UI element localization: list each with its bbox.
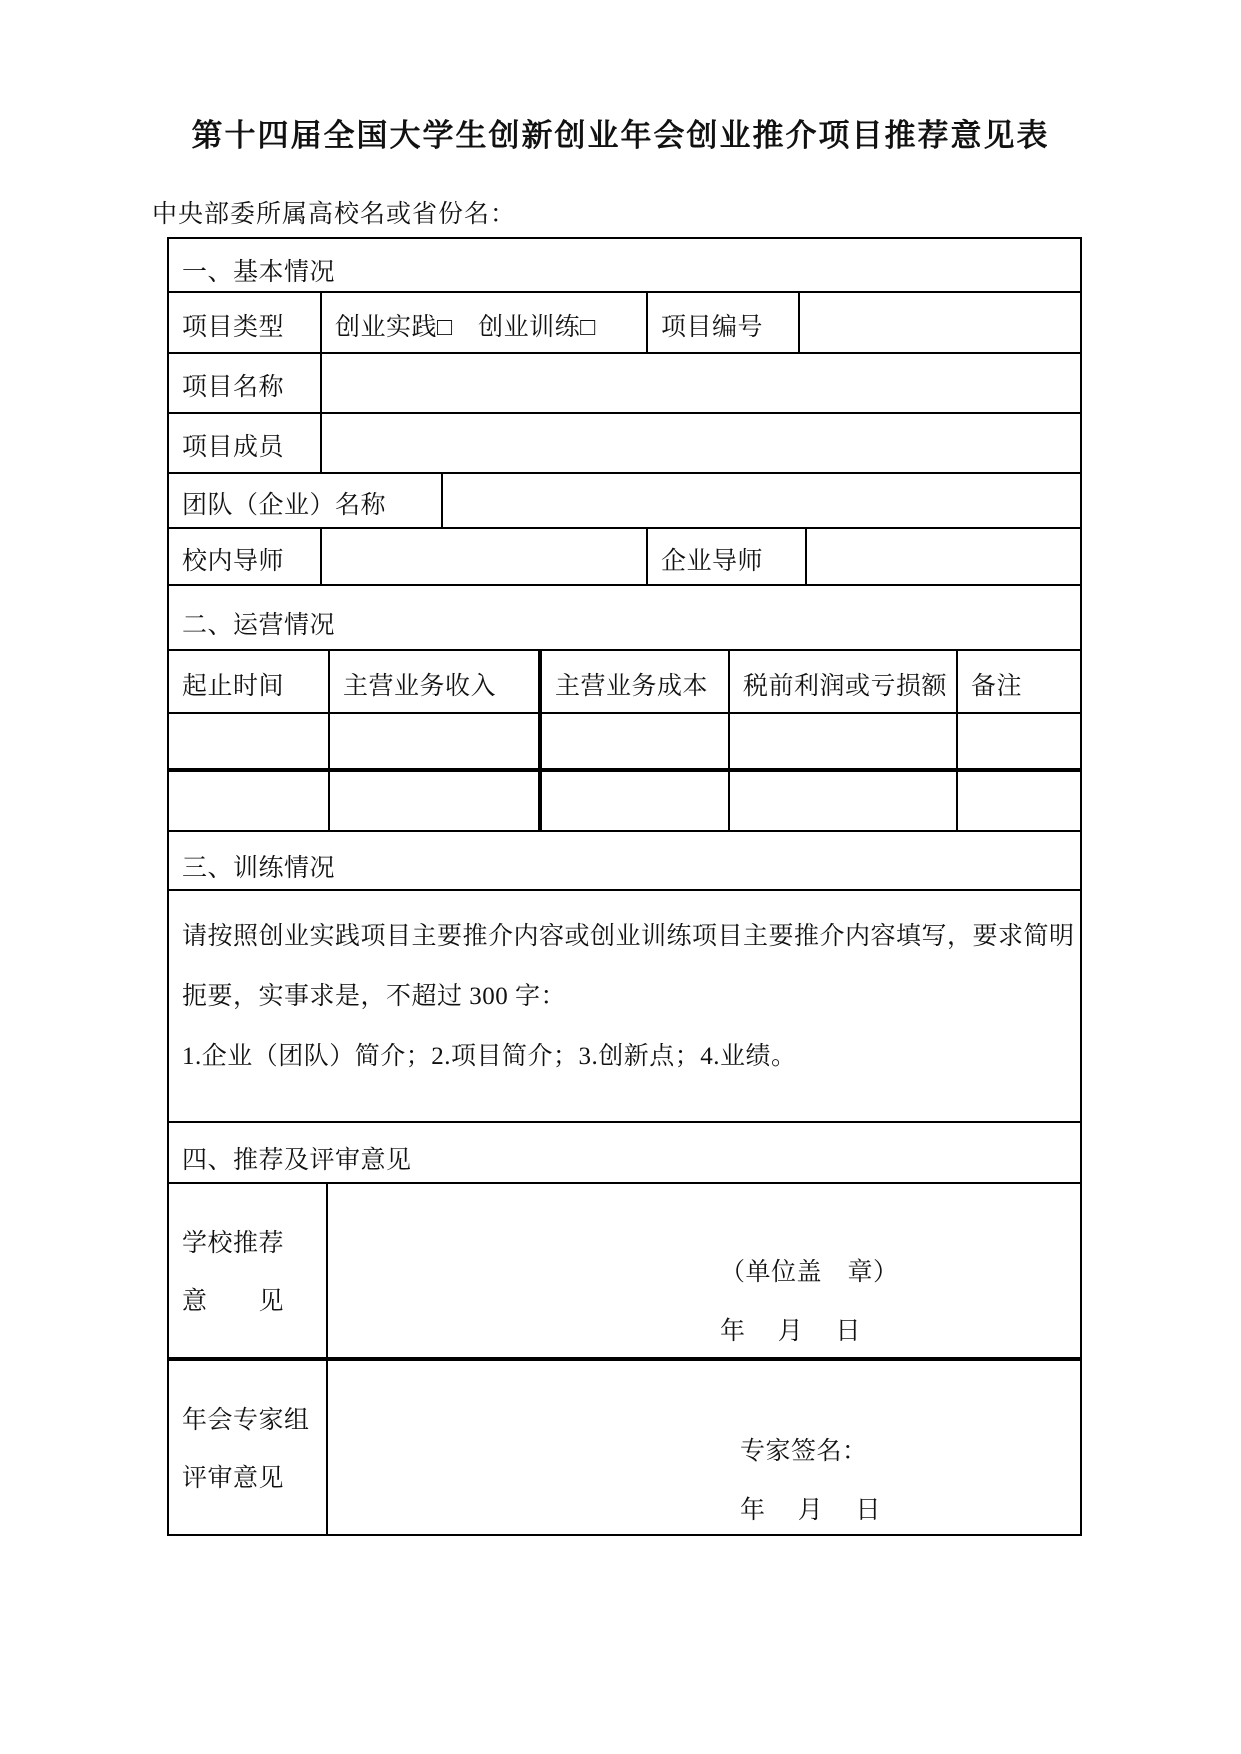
- enterprise-mentor-value-cell: [807, 529, 1080, 584]
- expert-review-label-line1: 年会专家组: [182, 1406, 310, 1434]
- operation-data-row-1: [169, 714, 1080, 772]
- revenue-cell-1: [330, 714, 542, 768]
- section3-header-row: [169, 832, 1080, 891]
- unit-stamp-label: （单位盖 章）: [720, 1259, 899, 1286]
- expert-review-label: [169, 1361, 328, 1534]
- recommendation-form-table: [167, 237, 1082, 1536]
- enterprise-mentor-label: 企业导师: [648, 529, 807, 584]
- section1-header-row: [169, 239, 1080, 293]
- section2-header: 二、运营情况: [182, 611, 336, 639]
- school-date-line: 年 月 日: [720, 1318, 862, 1345]
- section2-header-row: [169, 586, 1080, 651]
- expert-date-line: 年 月 日: [740, 1497, 882, 1524]
- expert-signature-label: 专家签名：: [740, 1438, 868, 1465]
- school-mentor-label: 校内导师: [169, 529, 322, 584]
- project-members-value-cell: [322, 414, 1080, 472]
- cost-cell-1: [542, 714, 730, 768]
- col-header-cost: 主营业务成本: [542, 651, 730, 712]
- section1-header: 一、基本情况: [182, 259, 336, 286]
- team-name-row: [169, 474, 1080, 529]
- remarks-cell-2: [958, 772, 1080, 830]
- team-name-value-cell: [443, 474, 1080, 527]
- section3-header: 三、训练情况: [182, 854, 336, 882]
- expert-review-label-line2: 评审意见: [182, 1464, 285, 1492]
- project-members-row: [169, 414, 1080, 474]
- col-header-period: 起止时间: [169, 651, 330, 712]
- cost-cell-2: [542, 772, 730, 830]
- revenue-cell-2: [330, 772, 542, 830]
- profit-cell-2: [730, 772, 958, 830]
- section4-header-row: [169, 1123, 1080, 1184]
- operation-data-row-2: [169, 772, 1080, 832]
- section4-header: 四、推荐及评审意见: [182, 1146, 412, 1174]
- page-title: 第十四届全国大学生创新创业年会创业推介项目推荐意见表: [191, 118, 1050, 153]
- project-type-label: 项目类型: [169, 293, 322, 352]
- project-no-label: 项目编号: [648, 293, 800, 352]
- project-name-label: 项目名称: [169, 354, 322, 412]
- school-mentor-value-cell: [322, 529, 648, 584]
- school-opinion-content-cell: [328, 1184, 1080, 1357]
- expert-review-row: [169, 1361, 1080, 1534]
- mentor-row: [169, 529, 1080, 586]
- col-header-profit: 税前利润或亏损额: [730, 651, 958, 712]
- period-cell-1: [169, 714, 330, 768]
- training-instruction-line3: 1.企业（团队）简介；2.项目简介；3.创新点；4.业绩。: [182, 1043, 797, 1070]
- school-opinion-label-line1: 学校推荐: [182, 1229, 285, 1257]
- period-cell-2: [169, 772, 330, 830]
- training-instruction-line1: 请按照创业实践项目主要推介内容或创业训练项目主要推介内容填写，要求简明: [182, 923, 1075, 950]
- training-body-row: [169, 891, 1080, 1123]
- col-header-remarks: 备注: [971, 672, 1023, 700]
- project-type-row: [169, 293, 1080, 354]
- school-opinion-row: [169, 1184, 1080, 1361]
- project-name-row: [169, 354, 1080, 414]
- col-header-revenue: 主营业务收入: [330, 651, 542, 712]
- project-type-options: 创业实践□ 创业训练□: [322, 293, 648, 352]
- school-opinion-label-line2: 意 见: [182, 1287, 285, 1315]
- expert-review-content-cell: [328, 1361, 1080, 1534]
- team-name-label: 团队（企业）名称: [169, 474, 443, 527]
- org-name-label: 中央部委所属高校名或省份名：: [152, 201, 517, 228]
- school-opinion-label: [169, 1184, 328, 1357]
- profit-cell-1: [730, 714, 958, 768]
- project-no-value-cell: [800, 293, 1080, 352]
- project-members-label: 项目成员: [169, 414, 322, 472]
- training-instruction-line2: 扼要，实事求是，不超过 300 字：: [182, 983, 567, 1010]
- remarks-cell-1: [958, 714, 1080, 768]
- project-name-value-cell: [322, 354, 1080, 412]
- operation-columns-row: [169, 651, 1080, 714]
- training-instructions: [169, 891, 1080, 1121]
